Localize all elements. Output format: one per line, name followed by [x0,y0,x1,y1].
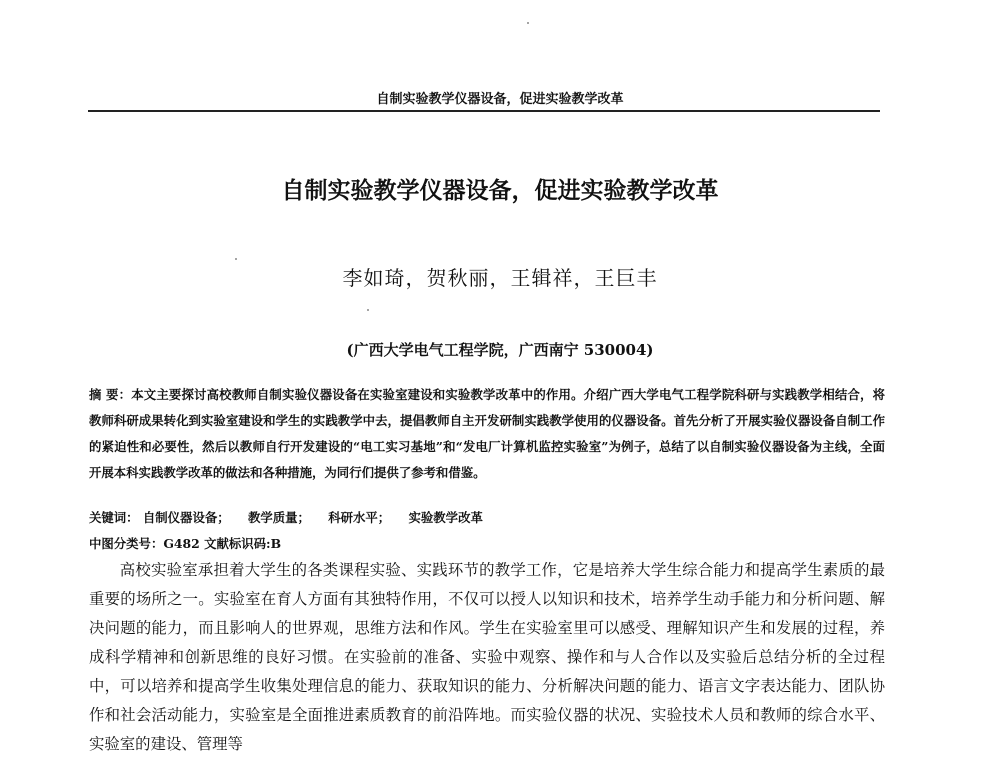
keyword: 科研水平； [328,510,391,525]
paper-title: 自制实验教学仪器设备，促进实验教学改革 [281,178,719,204]
header-rule [88,110,880,112]
scan-speck [527,22,529,24]
classification-line: 中图分类号：G482 文献标识码:B [89,536,282,551]
scan-speck [367,309,369,311]
running-head: 自制实验教学仪器设备，促进实验教学改革 [376,92,624,107]
author-list: 李如琦，贺秋丽，王辑祥，王巨丰 [342,266,658,290]
keyword: 教学质量； [247,510,310,525]
abstract-label: 摘 要： [89,387,132,402]
affiliation: (广西大学电气工程学院，广西南宁 530004) [346,341,654,359]
abstract [89,382,885,486]
body-paragraph: 高校实验室承担着大学生的各类课程实验、实践环节的教学工作，它是培养大学生综合能力和提高学生素质的最重要的场所之一。实验室在育人方面有其独特作用，不仅可以授人以知识和技术，培养学生动手能力和分析问题、解决问题的能力，而且影响人的世界观，思维方法和作风。学生在实验室里可以感受、理解知识产生和发展的过程，养成科学精神和创新思维的良好习惯。在实验前的准备、实验中观察、操作和与人合作以及实验后总结分析的全过程中，可以培养和提高学生收集处理信息的能力、获取知识的能力、分析解决问题的能力、语言文字表达能力、团队协作和社会活动能力，实验室是全面推进素质教育的前沿阵地。而实验仪器的状况、实验技术人员和教师的综合水平、实验室的建设、管理等 [89,561,885,753]
abstract-text: 本文主要探讨高校教师自制实验仪器设备在实验室建设和实验教学改革中的作用。介绍广西大学电气工程学院科研与实践教学相结合，将教师科研成果转化到实验室建设和学生的实践教学中去，提倡教师自主开发研制实践教学使用的仪器设备。首先分析了开展实验仪器设备自制工作的紧迫性和必要性，然后以教师自行开发建设的“电工实习基地”和“发电厂计算机监控实验室”为例子，总结了以自制实验仪器设备为主线，全面开展本科实践教学改革的做法和各种措施，为同行们提供了参考和借鉴。 [89,387,885,480]
keywords-label: 关键词： [89,510,139,525]
keyword: 实验教学改革 [408,510,483,525]
keywords-line [89,508,885,526]
keyword: 自制仪器设备； [142,510,230,525]
scan-speck [235,258,237,260]
